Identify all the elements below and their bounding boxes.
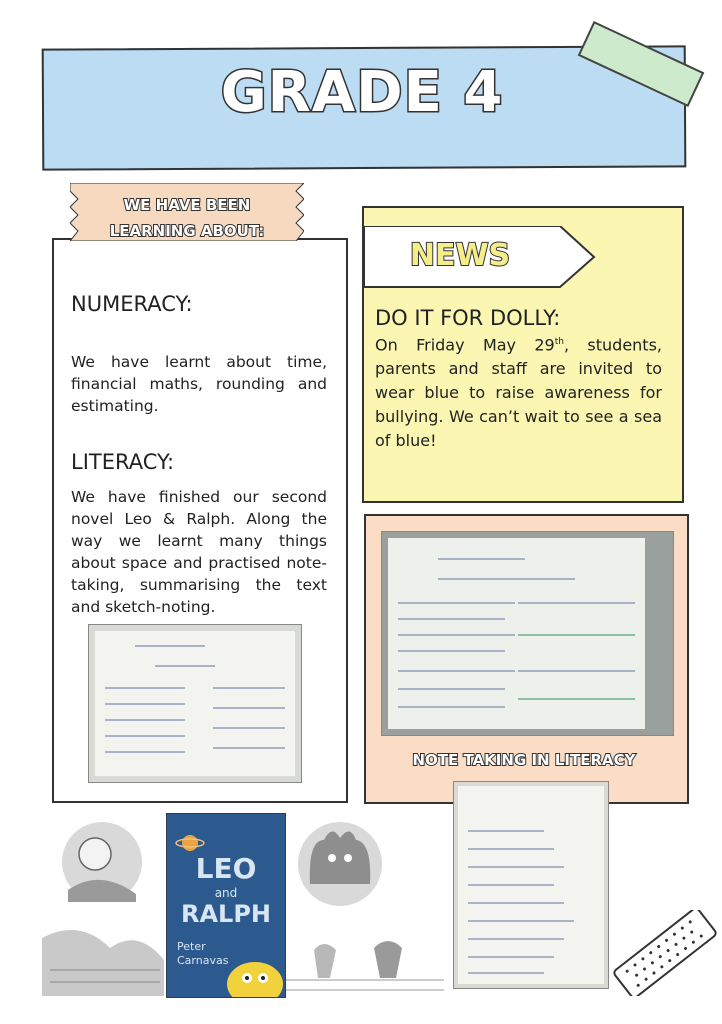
numeracy-text: We have learnt about time, financial maths, rounding and estimating. bbox=[71, 353, 327, 415]
news-text-part-1: On Friday May 29 bbox=[375, 335, 555, 355]
book-title-ralph: RALPH bbox=[180, 900, 272, 928]
whiteboard-photo-telescope bbox=[381, 531, 674, 736]
news-title: NEWS bbox=[409, 238, 511, 273]
learning-tag-line-1: WE HAVE BEEN bbox=[123, 196, 251, 214]
literacy-heading: LITERACY: bbox=[71, 450, 175, 474]
monster-icon bbox=[215, 950, 285, 998]
running-illustration bbox=[284, 930, 444, 996]
leo-illustration bbox=[40, 820, 164, 996]
learning-tag bbox=[70, 192, 304, 244]
news-text-sup: th bbox=[554, 337, 564, 347]
learning-tag-line-2: LEARNING ABOUT: bbox=[109, 222, 265, 240]
book-author-first: Peter bbox=[177, 940, 206, 953]
news-text-part-2: , students, parents and staff are invited to wear blue to raise awareness for bullying. We can’t wait to see a sea of blue! bbox=[375, 335, 662, 451]
book-title-leo: LEO bbox=[195, 852, 257, 885]
news-item-text bbox=[375, 330, 662, 453]
whiteboard-photo-stars bbox=[453, 781, 609, 989]
plaster-decoration bbox=[610, 910, 720, 996]
news-item-heading: DO IT FOR DOLLY: bbox=[375, 306, 561, 330]
note-taking-caption: NOTE TAKING IN LITERACY bbox=[412, 751, 636, 769]
whiteboard-photo-literacy bbox=[88, 624, 302, 783]
book-cover bbox=[166, 813, 286, 998]
book-title-and: and bbox=[214, 886, 238, 900]
book-author-last: Carnavas bbox=[177, 954, 229, 967]
ralph-illustration bbox=[290, 820, 390, 920]
numeracy-heading: NUMERACY: bbox=[71, 292, 193, 316]
page-title: GRADE 4 bbox=[220, 60, 504, 125]
literacy-text: We have finished our second novel Leo & Ralph. Along the way we learnt many things about space and practised note-taking, summarising the text and sketch-noting. bbox=[71, 488, 327, 616]
